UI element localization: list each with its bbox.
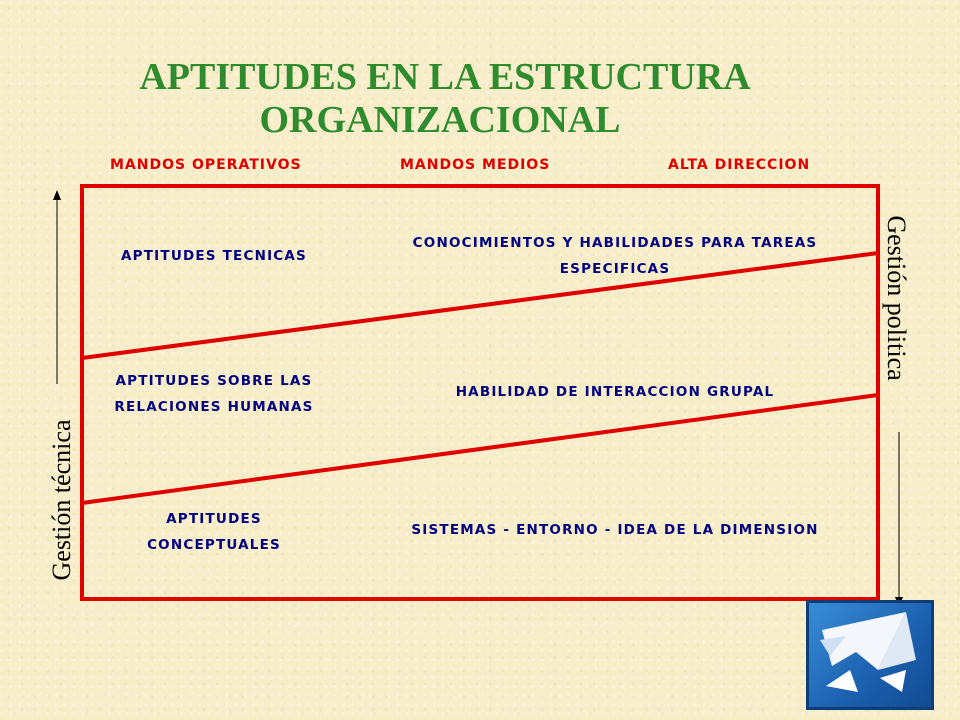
aptitude-tecnicas [96,243,332,269]
description-interaccion [400,379,830,405]
aptitude-conceptuales-line-1: APTITUDES [166,511,262,527]
description-tareas-line-1: CONOCIMIENTOS Y HABILIDADES PARA TAREAS [412,235,818,251]
column-header-mandos-operativos: MANDOS OPERATIVOS [110,157,302,173]
aptitude-conceptuales [96,506,332,558]
gestion-politica-label: Gestión politica [882,215,911,381]
description-interaccion-line-1: HABILIDAD DE INTERACCION GRUPAL [455,384,775,400]
column-header-alta-direccion: ALTA DIRECCION [668,157,811,173]
blue-square-logo-icon [806,600,934,710]
up-arrow-icon [53,190,61,200]
aptitude-relaciones-line-1: APTITUDES SOBRE LAS [115,373,313,389]
diagram-title-line-1: APTITUDES EN LA ESTRUCTURA [139,56,751,98]
column-header-mandos-medios: MANDOS MEDIOS [400,157,551,173]
diagram-title-line-2: ORGANIZACIONAL [259,99,621,141]
aptitude-relaciones-humanas [96,368,332,420]
description-sistemas [380,517,850,543]
aptitude-conceptuales-line-2: CONCEPTUALES [147,537,281,553]
aptitude-relaciones-line-2: RELACIONES HUMANAS [114,399,314,415]
logo-graphic [806,600,934,710]
description-sistemas-line-1: SISTEMAS - ENTORNO - IDEA DE LA DIMENSION [411,522,819,538]
description-tareas-line-2: ESPECIFICAS [559,261,671,277]
description-tareas [380,230,850,282]
gestion-tecnica-label: Gestión técnica [47,419,76,581]
aptitude-tecnicas-line-1: APTITUDES TECNICAS [121,248,307,264]
